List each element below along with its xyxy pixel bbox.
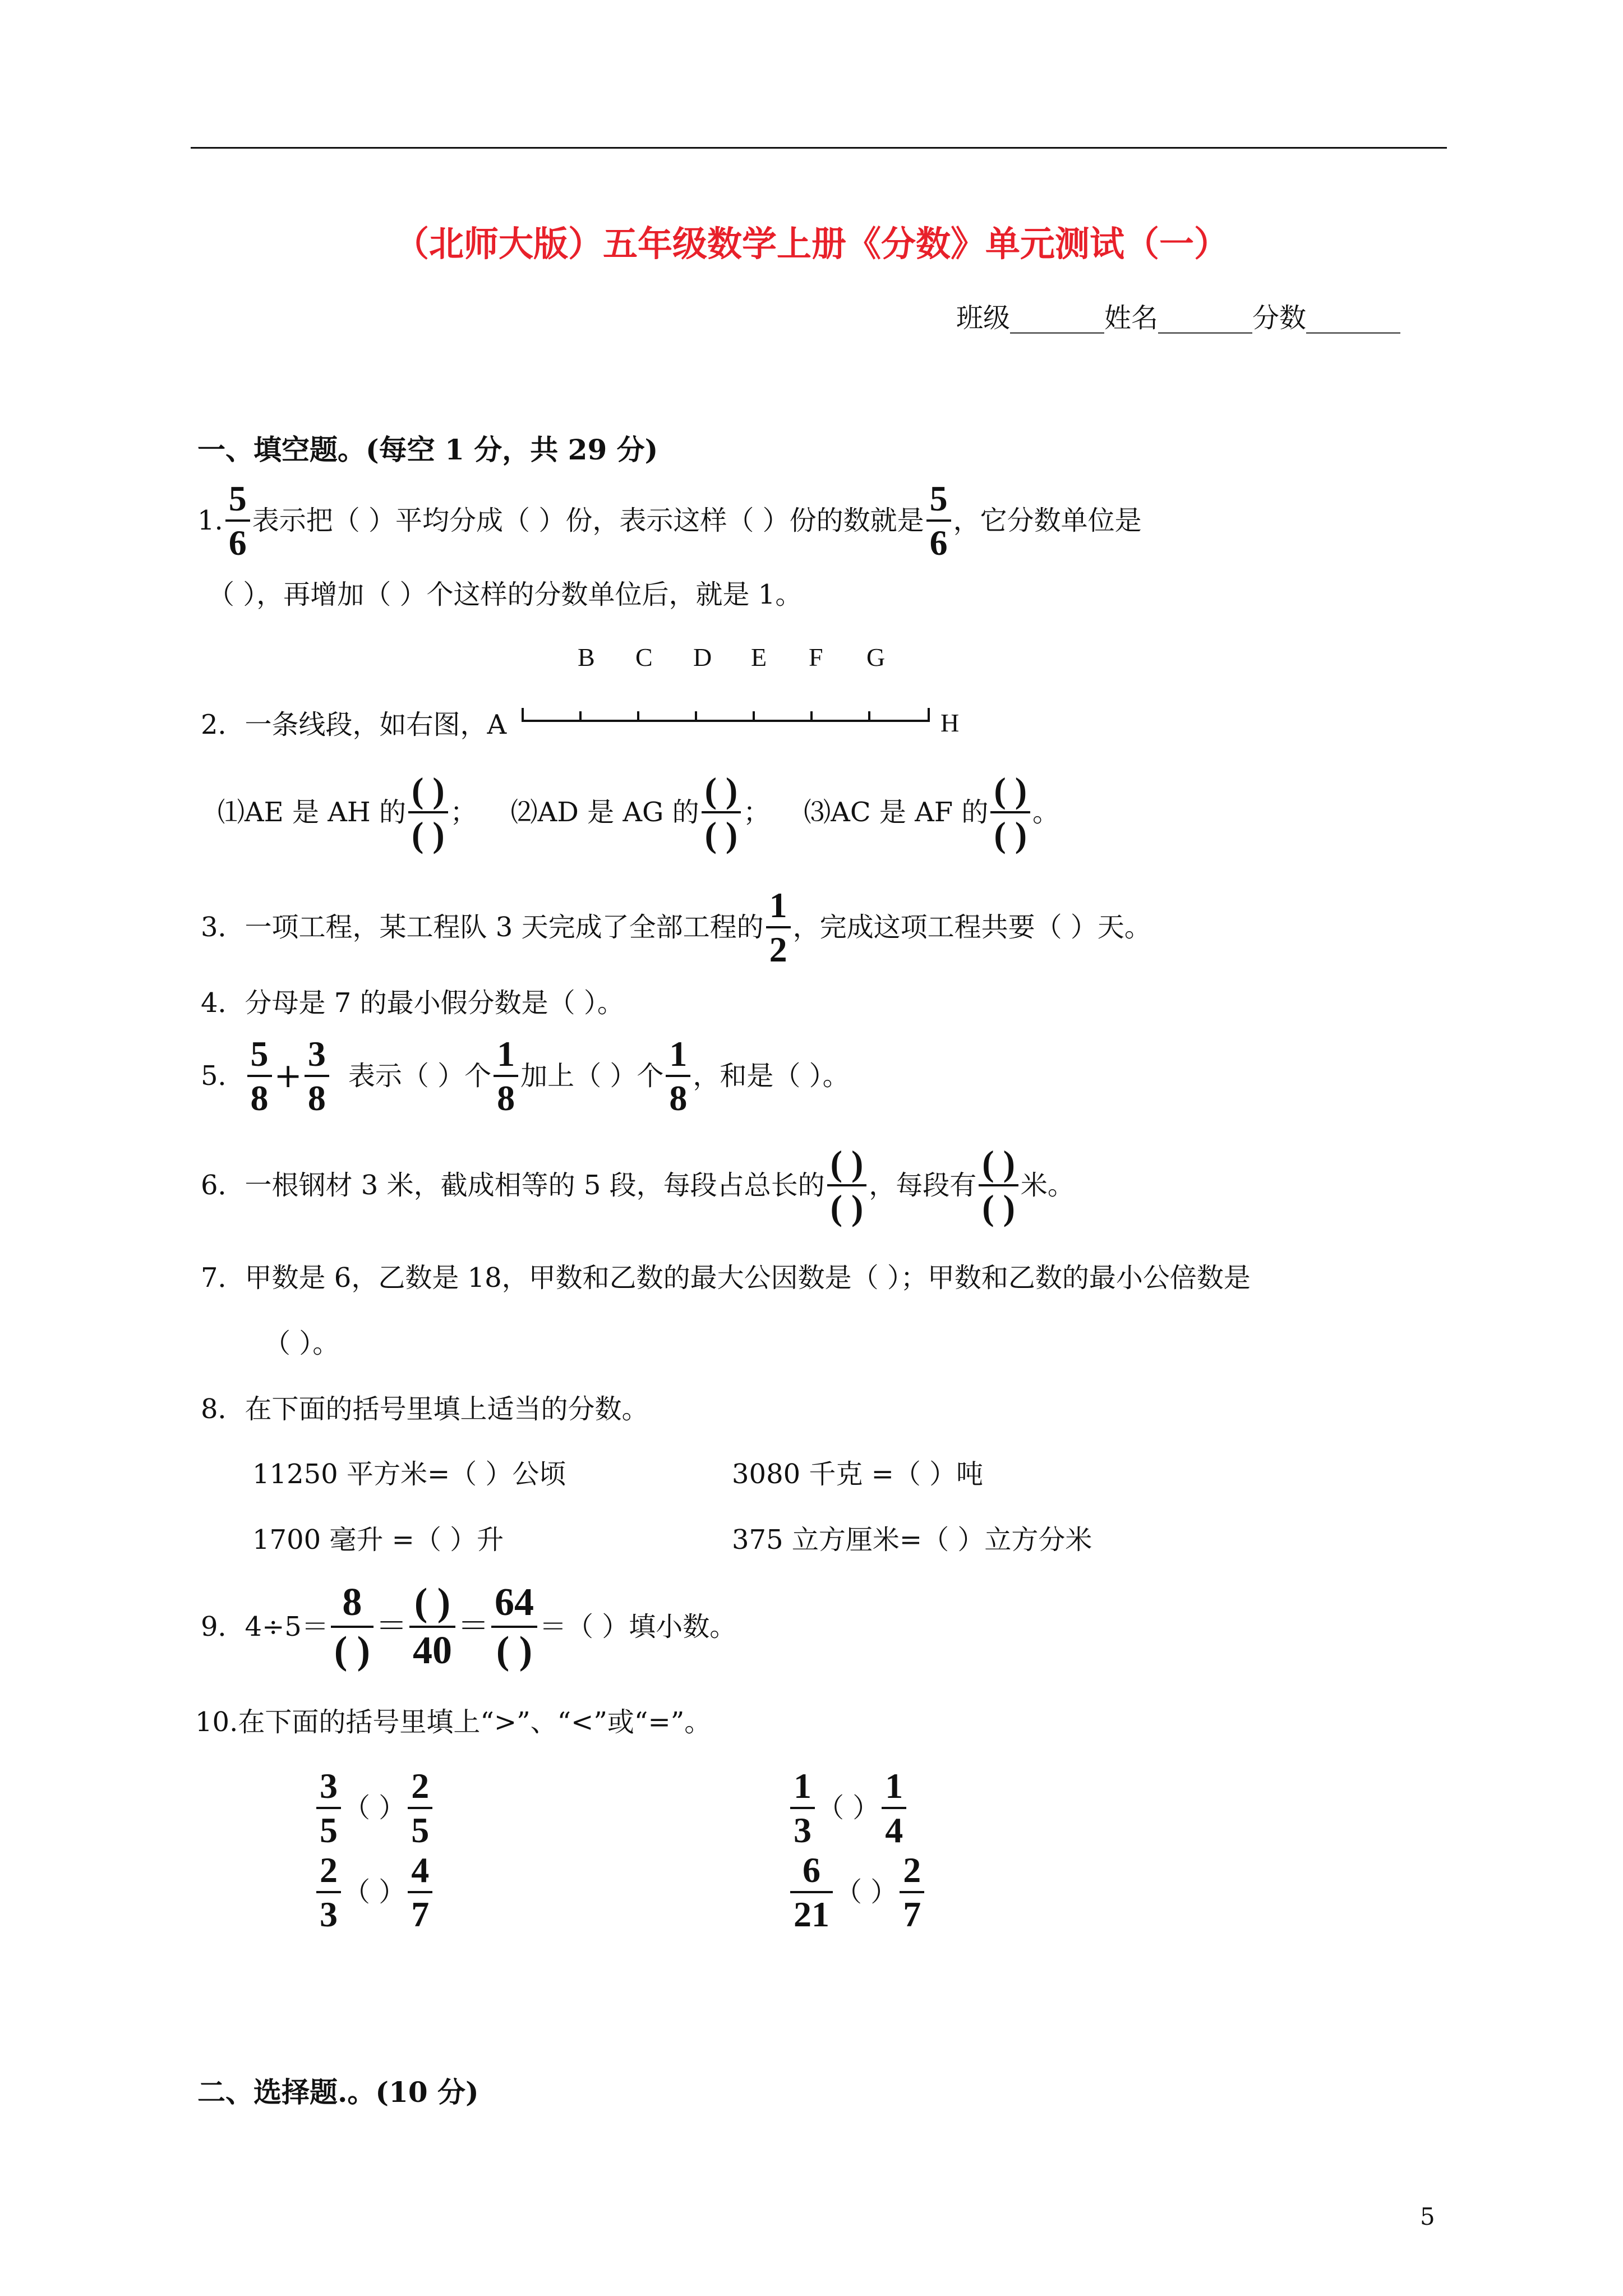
denominator: 3 — [794, 1810, 811, 1851]
question-7: 7．甲数是 6，乙数是 18，甲数和乙数的最大公因数是（ ）；甲数和乙数的最小公倍数是 — [201, 1262, 1251, 1294]
question-10: 10.在下面的括号里填上“>”、“<”或“=”。 — [195, 1706, 712, 1738]
numerator: 6 — [803, 1850, 820, 1890]
fraction — [305, 1035, 329, 1117]
fraction-bar — [882, 1807, 906, 1809]
denominator: 6 — [929, 523, 948, 563]
point-label: B — [578, 643, 595, 671]
segment-tick — [579, 711, 582, 721]
part-text: ⑶AC 是 AF 的 — [804, 797, 989, 829]
student-info — [956, 296, 1400, 335]
segment-tick — [928, 708, 930, 722]
fraction-bar — [408, 811, 448, 813]
answer-fraction[interactable] — [702, 771, 741, 853]
fraction-bar — [766, 926, 791, 928]
fraction-bar — [827, 1184, 867, 1186]
numerator[interactable]: ( ) — [414, 1581, 451, 1624]
question-3 — [201, 886, 1151, 968]
question-text: 表示（ ）个 — [348, 1060, 492, 1092]
point-label: G — [866, 643, 886, 671]
point-label: C — [635, 643, 653, 671]
class-field[interactable]: 班级_______ — [956, 302, 1105, 334]
score-field[interactable]: 分数_______ — [1252, 302, 1401, 334]
fraction-bar — [926, 519, 951, 522]
comparison-item — [788, 1767, 909, 1849]
fraction-bar — [408, 1891, 432, 1893]
question-1 — [197, 480, 1142, 562]
fraction — [790, 1851, 833, 1933]
question-5 — [201, 1035, 850, 1117]
question-9 — [201, 1582, 736, 1671]
name-field[interactable]: 姓名_______ — [1104, 302, 1253, 334]
denominator: 8 — [307, 1078, 326, 1119]
fraction-bar — [316, 1891, 341, 1893]
compare-blank[interactable]: （ ） — [835, 1876, 898, 1908]
numerator: ( ) — [830, 1143, 864, 1183]
numerator: 64 — [494, 1581, 534, 1624]
answer-fraction[interactable] — [979, 1144, 1018, 1226]
question-text: ，和是（ ）。 — [693, 1060, 850, 1092]
compare-blank[interactable]: （ ） — [343, 1792, 406, 1824]
question-text: 6．一根钢材 3 米，截成相等的 5 段，每段占总长的 — [201, 1170, 825, 1202]
fraction-bar — [225, 519, 250, 522]
numerator: ( ) — [412, 770, 445, 810]
question-text: 加上（ ）个 — [520, 1060, 664, 1092]
equals-sign: ＝ — [375, 1608, 407, 1645]
denominator: ( ) — [982, 1188, 1015, 1228]
fraction — [790, 1767, 815, 1849]
comparison-item — [788, 1851, 926, 1933]
numerator: 2 — [411, 1766, 430, 1806]
conversion-item: 375 立方厘米=（ ）立方分米 — [732, 1524, 1092, 1556]
numerator: 1 — [669, 1034, 688, 1074]
numerator: 1 — [794, 1766, 811, 1806]
question-8: 8．在下面的括号里填上适当的分数。 — [201, 1393, 649, 1425]
numerator: 1 — [769, 885, 787, 925]
fraction — [408, 1767, 432, 1849]
fraction — [766, 886, 791, 968]
end-mark: 。 — [1032, 797, 1060, 829]
numerator: 5 — [228, 478, 247, 518]
question-7-line-2: （ ）。 — [264, 1328, 340, 1359]
question-text: 3．一项工程，某工程队 3 天完成了全部工程的 — [201, 912, 764, 944]
fraction — [666, 1035, 690, 1117]
fraction-bar — [494, 1075, 518, 1077]
conversion-item: 11250 平方米=（ ）公顷 — [252, 1458, 566, 1490]
fraction — [316, 1851, 341, 1933]
separator: ； — [450, 797, 477, 829]
compare-blank[interactable]: （ ） — [343, 1876, 406, 1908]
segment-tick — [522, 708, 524, 722]
fraction — [409, 1582, 455, 1671]
denominator: ( ) — [994, 815, 1027, 855]
question-4: 4．分母是 7 的最小假分数是（ ）。 — [201, 987, 624, 1019]
answer-fraction[interactable] — [827, 1144, 867, 1226]
fraction — [900, 1851, 924, 1933]
fraction — [225, 480, 250, 562]
fraction-bar — [790, 1891, 833, 1893]
numerator: 5 — [929, 478, 948, 518]
numerator: 4 — [411, 1850, 430, 1890]
question-1-line-2: （ ），再增加（ ）个这样的分数单位后，就是 1。 — [208, 579, 803, 610]
denominator: 3 — [320, 1894, 338, 1935]
part-text: ⑵AD 是 AG 的 — [510, 797, 699, 829]
denominator: 8 — [250, 1078, 269, 1119]
fraction-bar — [331, 1626, 374, 1628]
denominator: ( ) — [704, 815, 738, 855]
question-text: 表示把（ ）平均分成（ ）份，表示这样（ ）份的数就是 — [252, 505, 924, 537]
denominator: 8 — [669, 1078, 688, 1119]
comparison-item — [314, 1767, 435, 1849]
question-number: 1. — [197, 505, 223, 537]
fraction-bar — [316, 1807, 341, 1809]
numerator: 2 — [903, 1850, 921, 1890]
denominator: ( ) — [830, 1188, 864, 1228]
question-6 — [201, 1144, 1075, 1226]
denominator: 7 — [411, 1894, 430, 1935]
denominator: 5 — [320, 1810, 338, 1851]
question-text: ，它分数单位是 — [953, 505, 1142, 537]
denominator[interactable]: ( ) — [496, 1628, 533, 1672]
fraction-bar — [990, 811, 1030, 813]
denominator: 21 — [794, 1894, 829, 1935]
section-1-heading: 一、填空题。(每空 1 分，共 29 分) — [197, 433, 658, 466]
denominator: 7 — [903, 1894, 921, 1935]
denominator: 4 — [885, 1810, 903, 1851]
top-rule — [191, 147, 1447, 149]
question-text: ，每段有 — [869, 1170, 977, 1202]
numerator: 8 — [342, 1581, 362, 1624]
question-text: ＝（ ）填小数。 — [539, 1611, 737, 1642]
segment-tick — [868, 711, 870, 721]
point-label: F — [809, 643, 823, 671]
fraction-bar — [790, 1807, 815, 1809]
fraction-bar — [408, 1807, 432, 1809]
point-label: H — [940, 708, 960, 737]
fraction-bar — [666, 1075, 690, 1077]
denominator[interactable]: ( ) — [334, 1628, 370, 1672]
question-2-parts — [218, 771, 1059, 853]
answer-fraction[interactable] — [990, 771, 1030, 853]
fraction — [408, 1851, 432, 1933]
numerator: 1 — [497, 1034, 515, 1074]
denominator: 6 — [228, 523, 247, 563]
fraction — [331, 1582, 374, 1671]
page-number: 5 — [1420, 2203, 1435, 2230]
fraction-bar — [305, 1075, 329, 1077]
question-text: ，完成这项工程共要（ ）天。 — [792, 912, 1151, 944]
fraction-bar — [409, 1626, 455, 1628]
fraction-bar — [979, 1184, 1018, 1186]
segment-tick — [637, 711, 639, 721]
conversion-item: 3080 千克 =（ ）吨 — [732, 1458, 984, 1490]
fraction — [926, 480, 951, 562]
fraction — [316, 1767, 341, 1849]
point-label: E — [751, 643, 767, 671]
question-text: 9．4÷5＝ — [201, 1611, 329, 1642]
numerator: 5 — [250, 1034, 269, 1074]
equals-sign: ＝ — [457, 1608, 489, 1645]
plus-sign: + — [274, 1056, 302, 1096]
numerator: 2 — [320, 1850, 338, 1890]
fraction-bar — [247, 1075, 272, 1077]
numerator: 3 — [320, 1766, 338, 1806]
numerator: 3 — [307, 1034, 326, 1074]
section-2-heading: 二、选择题.。(10 分) — [197, 2076, 479, 2109]
denominator: ( ) — [412, 815, 445, 855]
numerator: ( ) — [994, 770, 1027, 810]
fraction-bar — [702, 811, 741, 813]
fraction — [494, 1035, 518, 1117]
page-title: （北师大版）五年级数学上册《分数》单元测试（一） — [394, 223, 1229, 264]
segment-tick — [695, 711, 697, 721]
fraction — [247, 1035, 272, 1117]
answer-fraction[interactable] — [408, 771, 448, 853]
comparison-item — [314, 1851, 435, 1933]
denominator: 8 — [497, 1078, 515, 1119]
point-label: D — [693, 643, 712, 671]
numerator: ( ) — [704, 770, 738, 810]
denominator: 2 — [769, 930, 787, 970]
conversion-item: 1700 毫升 =（ ）升 — [252, 1524, 504, 1556]
compare-blank[interactable]: （ ） — [817, 1792, 880, 1824]
numerator: ( ) — [982, 1143, 1015, 1183]
separator: ； — [743, 797, 771, 829]
part-text: ⑴AE 是 AH 的 — [218, 797, 407, 829]
fraction — [491, 1582, 537, 1671]
numerator: 1 — [885, 1766, 903, 1806]
question-2: 2．一条线段，如右图，A — [201, 709, 507, 740]
denominator: 5 — [411, 1810, 430, 1851]
fraction-bar — [900, 1891, 924, 1893]
fraction-bar — [491, 1626, 537, 1628]
question-text: 米。 — [1020, 1170, 1075, 1202]
segment-tick — [753, 711, 755, 721]
denominator: 40 — [412, 1628, 452, 1672]
segment-tick — [810, 711, 813, 721]
fraction — [882, 1767, 906, 1849]
question-number: 5． — [201, 1060, 245, 1092]
